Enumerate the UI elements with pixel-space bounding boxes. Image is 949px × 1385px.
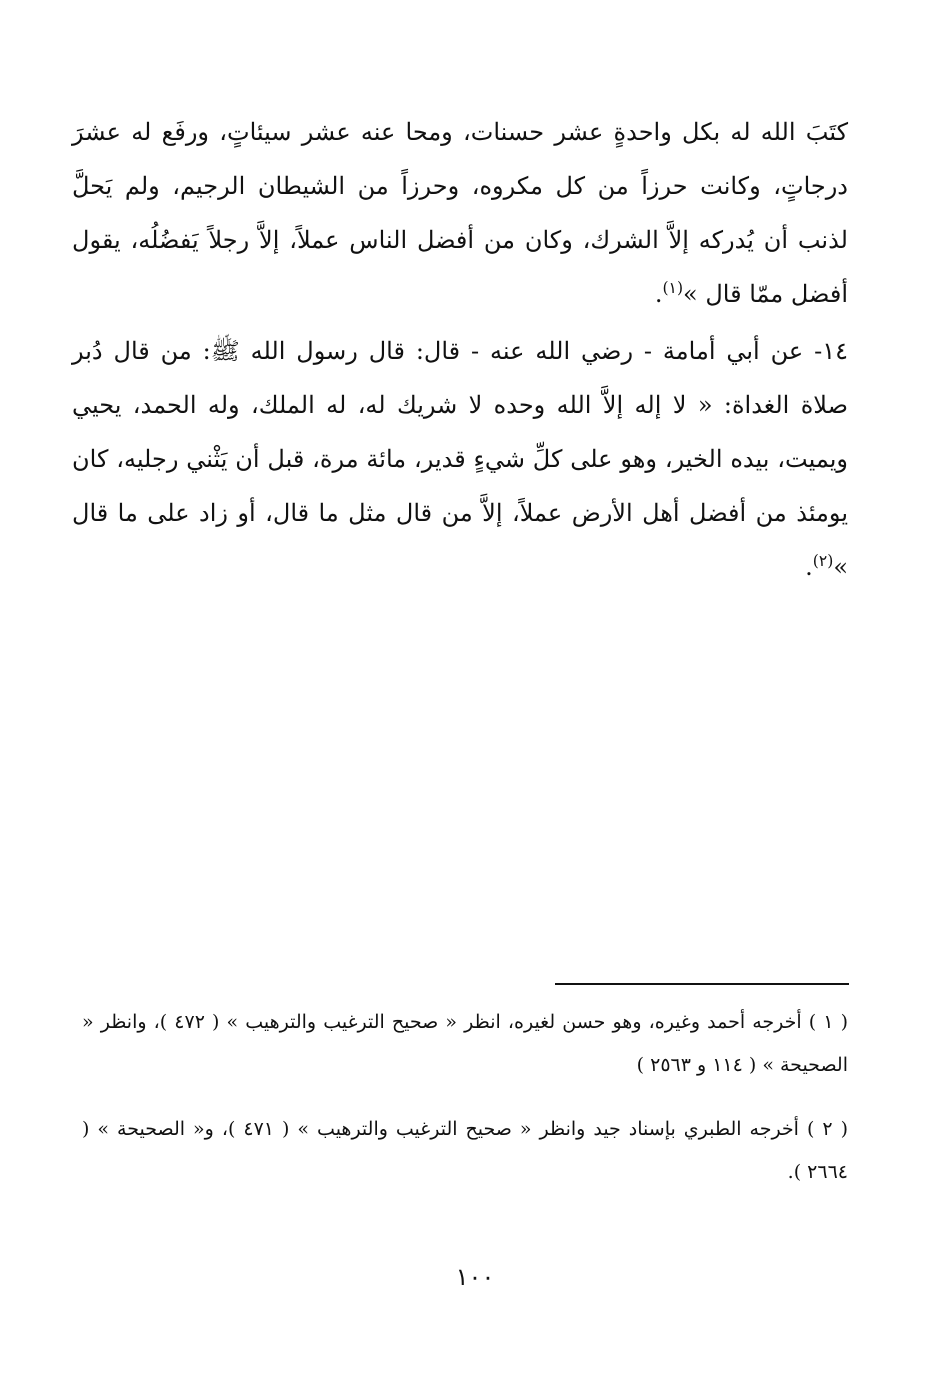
paragraph-1-end: . xyxy=(654,280,663,308)
footnote-ref-1: (١) xyxy=(662,279,684,297)
page-number: ١٠٠ xyxy=(455,1263,495,1291)
body-paragraph-1 xyxy=(72,105,848,321)
footnote-divider xyxy=(555,983,849,985)
footnote-ref-2: (٢) xyxy=(812,552,834,570)
body-paragraph-2 xyxy=(72,324,848,594)
footnote-1: ( ١ ) أخرجه أحمد وغيره، وهو حسن لغيره، انظر « صحيح الترغيب والترهيب » ( ٤٧٢ )، وانظر « الصحيحة » ( ١١٤ و ٢٥٦٣ ) xyxy=(82,1011,848,1076)
paragraph-1-text: كتَبَ الله له بكل واحدةٍ عشر حسنات، ومحا عنه عشر سيئاتٍ، ورفَع له عشرَ درجاتٍ، وكانت حرزاً من كل مكروه، وحرزاً من الشيطان الرجيم، ولم يَحلَّ لذنب أن يُدركه إلاَّ الشرك، وكان من أفضل الناس عملاً، إلاَّ رجلاً يَفضُلُه، يقول أفضل ممّا قال » xyxy=(72,118,848,308)
paragraph-2-end: . xyxy=(805,553,813,581)
paragraph-2-text: ١٤- عن أبي أمامة - رضي الله عنه - قال: قال رسول الله ﷺ: من قال دُبر صلاة الغداة: « لا إله إلاَّ الله وحده لا شريك له، له الملك، وله الحمد، يحيي ويميت، بيده الخير، وهو على كلِّ شيءٍ قدير، مائة مرة، قبل أن يَثْني رجليه، كان يومئذ من أفضل أهل الأرض عملاً، إلاَّ من قال مثل ما قال، أو زاد على ما قال » xyxy=(72,337,848,581)
footnote-2: ( ٢ ) أخرجه الطبري بإسناد جيد وانظر « صحيح الترغيب والترهيب » ( ٤٧١ )، و« الصحيحة » ( ٢٦٦٤ ). xyxy=(82,1118,849,1183)
